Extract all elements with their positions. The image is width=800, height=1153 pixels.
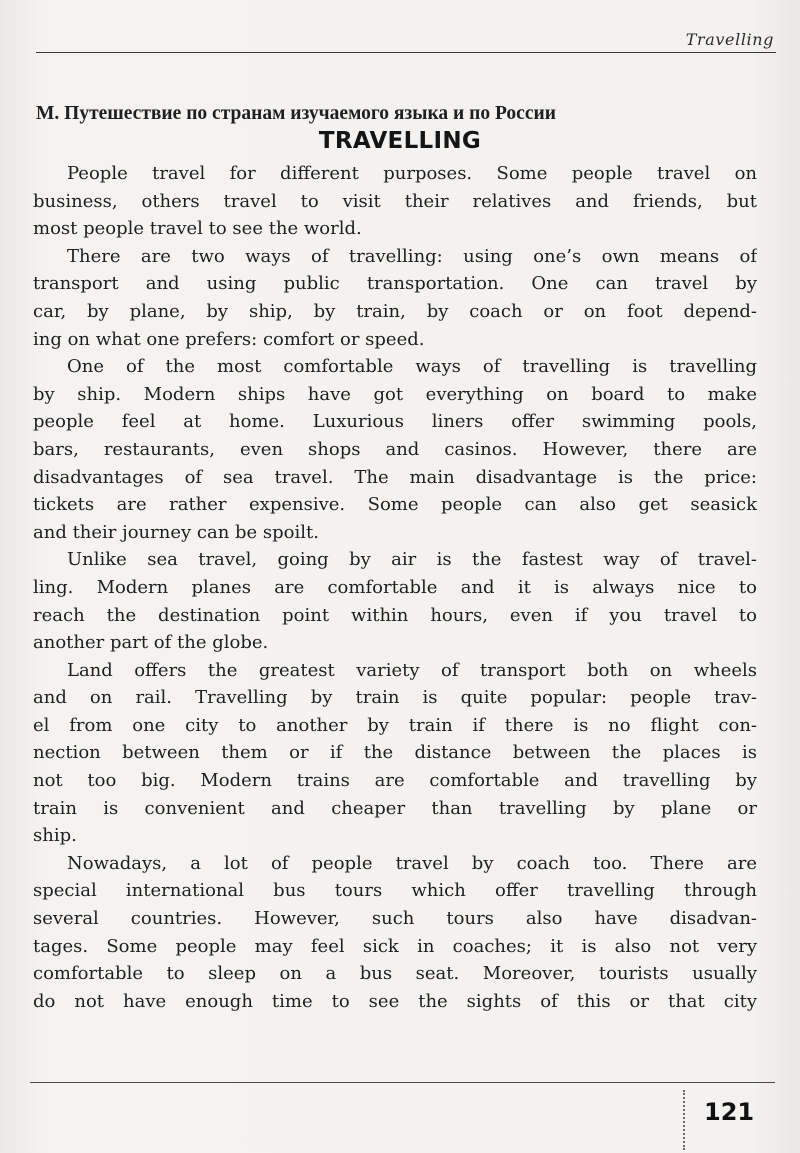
text-line: Land offers the greatest variety of transport both on wheels — [67, 659, 757, 681]
text-line: and on rail. Travelling by train is quite popular: people trav- — [33, 687, 757, 709]
article-title: TRAVELLING — [318, 128, 482, 154]
text-line: One of the most comfortable ways of travelling is travelling — [67, 356, 757, 378]
margin-dots — [683, 1090, 687, 1150]
text-line: do not have enough time to see the sights of this or that city — [33, 990, 757, 1012]
text-line: ship. — [33, 825, 77, 847]
text-line: comfortable to sleep on a bus seat. Moreover, tourists usually — [33, 963, 757, 985]
text-line: el from one city to another by train if there is no flight con- — [33, 714, 757, 736]
text-line: ling. Modern planes are comfortable and it is always nice to — [33, 576, 757, 598]
text-line: most people travel to see the world. — [33, 218, 362, 240]
text-line: People travel for different purposes. Some people travel on — [67, 163, 757, 184]
text-line: transport and using public transportation. One can travel by — [33, 273, 757, 295]
text-line: business, others travel to visit their relatives and friends, but — [33, 190, 757, 212]
text-line: special international bus tours which offer travelling through — [33, 880, 757, 902]
text-line: Unlike sea travel, going by air is the fastest way of travel- — [67, 549, 757, 571]
text-line: tages. Some people may feel sick in coaches; it is also not very — [33, 935, 757, 957]
text-line: tickets are rather expensive. Some people can also get seasick — [33, 494, 757, 516]
text-line: people feel at home. Luxurious liners offer swimming pools, — [33, 411, 757, 433]
text-line: nection between them or if the distance between the places is — [33, 742, 757, 764]
text-line: car, by plane, by ship, by train, by coach or on foot depend- — [33, 300, 757, 322]
text-line: reach the destination point within hours, even if you travel to — [33, 604, 757, 626]
text-line: several countries. However, such tours also have disadvan- — [33, 908, 757, 930]
top-rule — [36, 52, 776, 53]
text-line: not too big. Modern trains are comfortable and travelling by — [33, 770, 757, 792]
section-heading: M. Путешествие по странам изучаемого языка и по России — [36, 103, 556, 124]
text-line: There are two ways of travelling: using one’s own means of — [67, 245, 757, 267]
article-body — [33, 160, 757, 1015]
text-line: ing on what one prefers: comfort or speed. — [33, 328, 425, 350]
text-line: disadvantages of sea travel. The main disadvantage is the price: — [33, 466, 757, 488]
text-line: train is convenient and cheaper than travelling by plane or — [33, 797, 757, 819]
text-line: Nowadays, a lot of people travel by coach too. There are — [67, 852, 757, 874]
text-line: bars, restaurants, even shops and casinos. However, there are — [33, 438, 757, 460]
page-number: 121 — [704, 1098, 755, 1126]
text-line: another part of the globe. — [33, 632, 269, 654]
bottom-rule — [30, 1082, 775, 1083]
running-head: Travelling — [685, 30, 774, 49]
text-line: and their journey can be spoilt. — [33, 521, 319, 543]
text-line: by ship. Modern ships have got everything on board to make — [33, 383, 757, 405]
